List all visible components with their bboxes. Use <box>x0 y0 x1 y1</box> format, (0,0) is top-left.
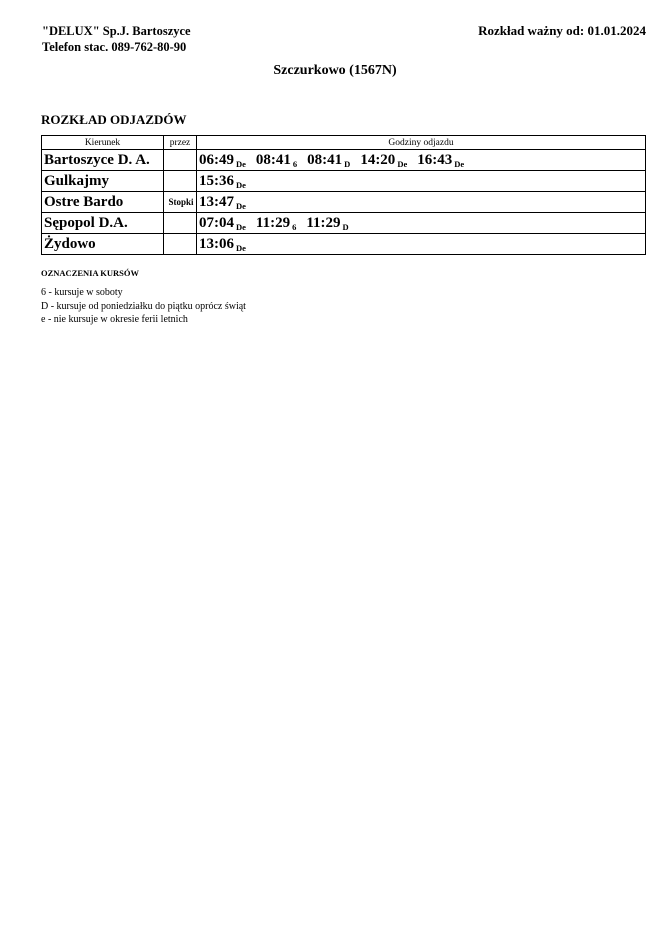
departure-mark: De <box>236 221 246 232</box>
departure-hours-cell <box>197 213 646 234</box>
direction-cell: Sępopol D.A. <box>42 213 164 234</box>
departure <box>307 152 350 168</box>
departure-time: 07:04 <box>199 214 234 231</box>
departure-hours-cell <box>197 171 646 192</box>
departure-time: 14:20 <box>360 151 396 168</box>
timetable-row <box>42 192 646 213</box>
departure <box>199 215 246 231</box>
timetable <box>41 135 646 255</box>
company-header <box>42 23 191 55</box>
departure-mark: 6 <box>292 221 297 232</box>
section-title: ROZKŁAD ODJAZDÓW <box>41 112 187 127</box>
departure-time: 13:47 <box>199 193 234 210</box>
departure-time: 11:29 <box>255 214 291 231</box>
departure <box>199 152 246 168</box>
departure-hours-cell <box>197 150 646 171</box>
direction-cell: Żydowo <box>42 234 164 255</box>
departure-time: 11:29 <box>306 214 341 231</box>
departure-time: 06:49 <box>199 151 234 168</box>
departure <box>256 215 296 231</box>
departure-time: 08:41 <box>255 151 291 168</box>
departure-mark: De <box>397 158 408 169</box>
legend-item: e - nie kursuje w okresie ferii letnich <box>41 314 188 325</box>
departure <box>417 152 464 168</box>
departure-time: 16:43 <box>417 151 453 168</box>
header-via: przez <box>164 136 197 150</box>
direction-cell: Bartoszyce D. A. <box>42 150 164 171</box>
departure-mark: De <box>236 179 246 190</box>
departure-time: 15:36 <box>199 172 234 189</box>
via-cell: Stopki <box>164 192 197 213</box>
valid-from: Rozkład ważny od: 01.01.2024 <box>478 23 646 38</box>
timetable-header-row <box>42 136 646 150</box>
departure-time: 08:41 <box>307 151 343 168</box>
direction-cell: Ostre Bardo <box>42 192 164 213</box>
via-cell <box>164 171 197 192</box>
departure <box>199 194 246 210</box>
via-cell <box>164 213 197 234</box>
via-cell <box>164 150 197 171</box>
departure-mark: D <box>344 158 351 169</box>
timetable-row <box>42 213 646 234</box>
departure-mark: De <box>454 158 465 169</box>
departure-hours-cell <box>197 234 646 255</box>
company-name: "DELUX" Sp.J. Bartoszyce <box>42 24 191 38</box>
direction-cell: Gulkajmy <box>42 171 164 192</box>
timetable-row <box>42 234 646 255</box>
departure-mark: D <box>342 221 349 232</box>
legend-item: D - kursuje od poniedziałku do piątku oprócz świąt <box>41 300 246 312</box>
departure <box>360 152 407 168</box>
departure <box>199 173 246 189</box>
stop-title: Szczurkowo (1567N) <box>273 63 397 78</box>
departure-mark: De <box>236 200 246 211</box>
legend <box>41 286 246 327</box>
legend-title: OZNACZENIA KURSÓW <box>41 268 140 278</box>
header-direction: Kierunek <box>42 136 164 150</box>
departure <box>306 215 348 231</box>
departure <box>199 236 246 252</box>
departure <box>256 152 297 168</box>
departure-mark: De <box>236 158 246 169</box>
timetable-row <box>42 171 646 192</box>
departure-time: 13:06 <box>199 235 234 252</box>
company-phone: Telefon stac. 089-762-80-90 <box>42 40 187 54</box>
departure-mark: De <box>236 242 246 253</box>
timetable-row <box>42 150 646 171</box>
legend-item: 6 - kursuje w soboty <box>41 287 123 298</box>
via-cell <box>164 234 197 255</box>
header-hours: Godziny odjazdu <box>197 136 646 150</box>
departure-mark: 6 <box>292 158 298 169</box>
departure-hours-cell <box>197 192 646 213</box>
